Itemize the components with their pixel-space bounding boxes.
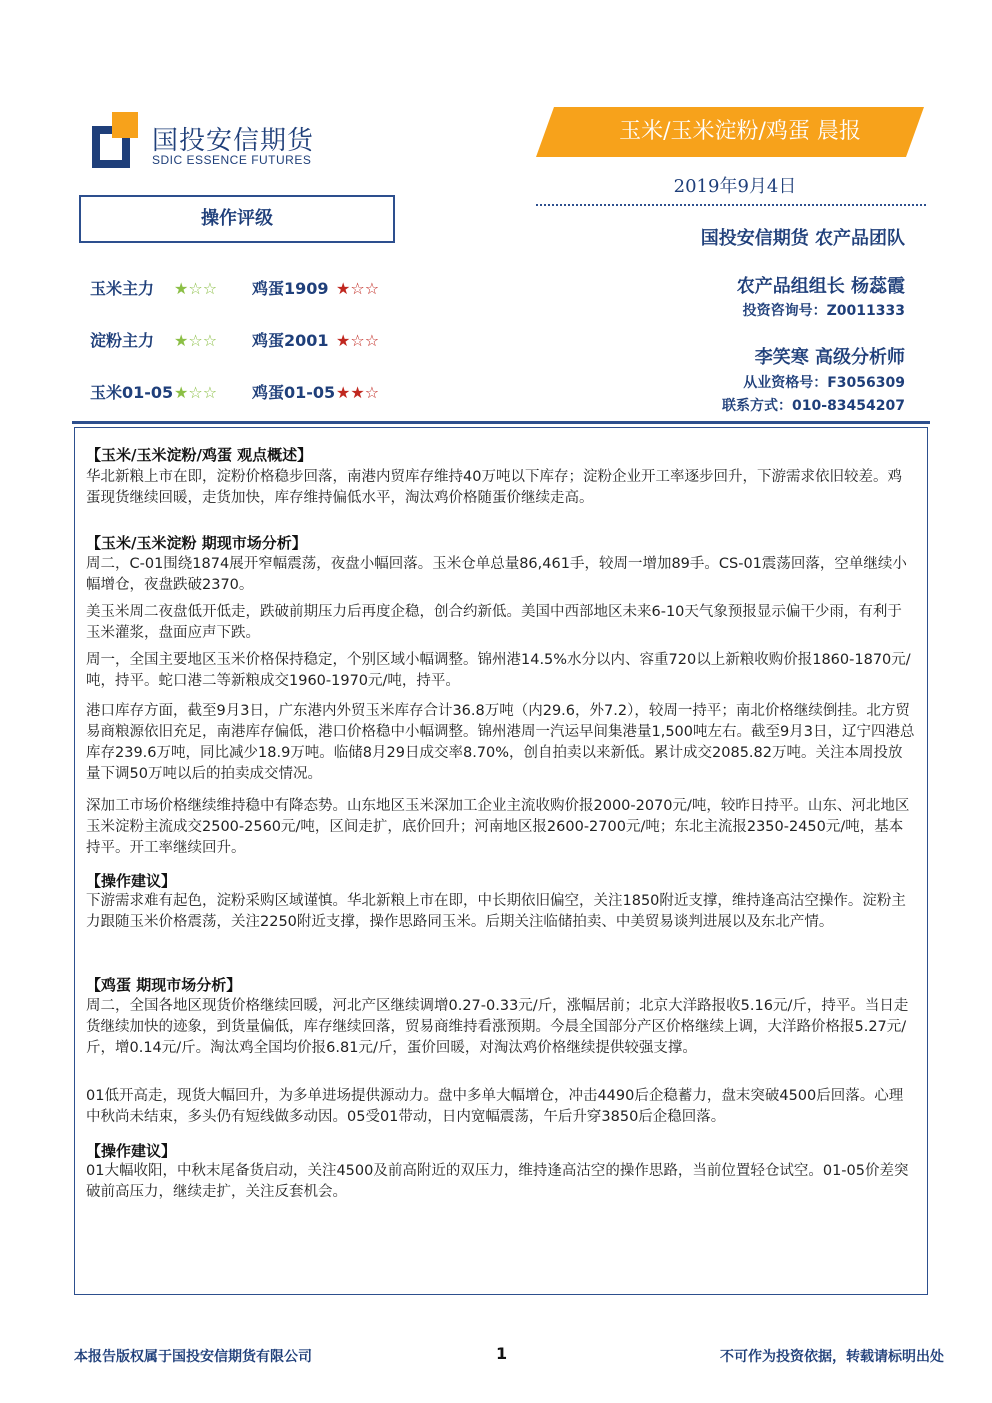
rating-left-stars: ★☆☆ [174, 331, 218, 350]
team-contact: 联系方式：010-83454207 [722, 398, 905, 414]
rating-left-name: 淀粉主力 [90, 331, 155, 350]
rating-row [90, 328, 414, 351]
corn-paragraph-2: 美玉米周二夜盘低开低走，跌破前期压力后再度企稳，创合约新低。美国中西部地区未来6-10天气象预报显示偏干少雨，有利于玉米灌浆，盘面应声下跌。 [86, 604, 902, 641]
egg-paragraph-1: 周二，全国各地区现货价格继续回暖，河北产区继续调增0.27-0.33元/斤，涨幅居前；北京大洋路报收5.16元/斤，持平。当日走货继续加快的迹象，到货量偏低，库存继续回落，贸易商维持看涨预期。今晨全国部分产区价格继续上调，大洋路价格报5.27元/斤，增0.14元/斤。淘汰鸡全国均价报6.81元/斤，蛋价回暖，对淘汰鸡价格继续提供较强支撑。 [86, 998, 909, 1056]
logo-mark-icon [92, 112, 140, 168]
rating-left-stars: ★☆☆ [174, 279, 218, 298]
section-title-egg: 【鸡蛋 期现市场分析】 [86, 976, 242, 994]
rating-right-name: 鸡蛋01-05 [252, 383, 336, 402]
team-name: 国投安信期货 农产品团队 [700, 228, 905, 249]
report-date: 2019年9月4日 [673, 176, 797, 197]
rating-row [90, 380, 414, 403]
banner-title: 玉米/玉米淀粉/鸡蛋 晨报 [619, 119, 861, 144]
rating-row [90, 276, 414, 299]
dotted-divider [536, 204, 926, 206]
team-analyst: 李笑寒 高级分析师 [754, 347, 905, 368]
rating-left-name: 玉米01-05 [90, 383, 174, 402]
rating-left-stars: ★☆☆ [174, 383, 218, 402]
rating-left-name: 玉米主力 [90, 279, 155, 298]
footer-copyright: 本报告版权属于国投安信期货有限公司 [74, 1349, 312, 1365]
rating-title-box: 操作评级 [79, 195, 395, 243]
company-logo [92, 112, 352, 172]
team-leader-id: 投资咨询号：Z0011333 [742, 303, 905, 319]
corn-paragraph-1: 周二，C-01围绕1874展开窄幅震荡，夜盘小幅回落。玉米仓单总量86,461手，较周一增加89手。CS-01震荡回落，空单继续小幅增仓，夜盘跌破2370。 [86, 556, 907, 593]
rating-right-stars: ★★☆ [336, 383, 380, 402]
rating-right-stars: ★☆☆ [336, 331, 380, 350]
title-banner [536, 107, 924, 157]
corn-paragraph-4: 港口库存方面，截至9月3日，广东港内外贸玉米库存合计36.8万吨（内29.6，外7.2），较周一持平；南北价格继续倒挂。北方贸易商粮源依旧充足，南港库存偏低，港口价格稳中小幅调整。锦州港周一汽运早间集港量1,500吨左右。截至9月3日，辽宁四港总库存239.6万吨，同比减少18.9万吨。临储8月29日成交率8.70%，创自拍卖以来新低。累计成交2085.82万吨。关注本周投放量下调50万吨以后的拍卖成交情况。 [86, 703, 915, 782]
section-title-overview: 【玉米/玉米淀粉/鸡蛋 观点概述】 [86, 446, 313, 464]
rating-right-stars: ★☆☆ [336, 279, 380, 298]
team-analyst-id: 从业资格号：F3056309 [743, 375, 905, 391]
corn-paragraph-3: 周一，全国主要地区玉米价格保持稳定，个别区域小幅调整。锦州港14.5%水分以内、容重720以上新粮收购价报1860-1870元/吨，持平。蛇口港二等新粮成交1960-1970元/吨，持平。 [86, 652, 911, 689]
section-title-corn: 【玉米/玉米淀粉 期现市场分析】 [86, 534, 307, 552]
section-title-advice-egg: 【操作建议】 [86, 1142, 177, 1160]
logo-cn-text: 国投安信期货 [152, 126, 315, 156]
section-title-advice-corn: 【操作建议】 [86, 872, 177, 890]
rating-right-name: 鸡蛋2001 [252, 331, 329, 350]
corn-paragraph-5: 深加工市场价格继续维持稳中有降态势。山东地区玉米深加工企业主流收购价报2000-2070元/吨，较昨日持平。山东、河北地区玉米淀粉主流成交2500-2560元/吨，区间走扩，底价回升；河南地区报2600-2700元/吨；东北主流报2350-2450元/吨，基本持平。开工率继续回升。 [86, 798, 910, 856]
header-divider [72, 421, 930, 424]
logo-en-text: SDIC ESSENCE FUTURES [152, 153, 312, 167]
advice-corn-paragraph: 下游需求难有起色，淀粉采购区域谨慎。华北新粮上市在即，中长期依旧偏空，关注1850附近支撑，维持逢高沽空操作。淀粉主力跟随玉米价格震荡，关注2250附近支撑，操作思路同玉米。后期关注临储拍卖、中美贸易谈判进展以及东北产情。 [86, 893, 906, 930]
rating-right-name: 鸡蛋1909 [252, 279, 329, 298]
team-leader: 农产品组组长 杨蕊霞 [736, 276, 905, 297]
advice-egg-paragraph: 01大幅收阳，中秋末尾备货启动，关注4500及前高附近的双压力，维持逢高沽空的操作思路，当前位置轻仓试空。01-05价差突破前高压力，继续走扩，关注反套机会。 [86, 1163, 909, 1200]
page-number: 1 [496, 1344, 508, 1363]
egg-paragraph-2: 01低开高走，现货大幅回升，为多单进场提供源动力。盘中多单大幅增仓，冲击4490后企稳蓄力，盘末突破4500后回落。心理中秋尚未结束，多头仍有短线做多动因。05受01带动，日内宽幅震荡，午后升穿3850后企稳回落。 [86, 1088, 904, 1125]
footer-disclaimer: 不可作为投资依据，转载请标明出处 [720, 1349, 944, 1365]
overview-paragraph: 华北新粮上市在即，淀粉价格稳步回落，南港内贸库存维持40万吨以下库存；淀粉企业开工率逐步回升，下游需求依旧较差。鸡蛋现货继续回暖，走货加快，库存维持偏低水平，淘汰鸡价格随蛋价继续走高。 [86, 469, 902, 506]
